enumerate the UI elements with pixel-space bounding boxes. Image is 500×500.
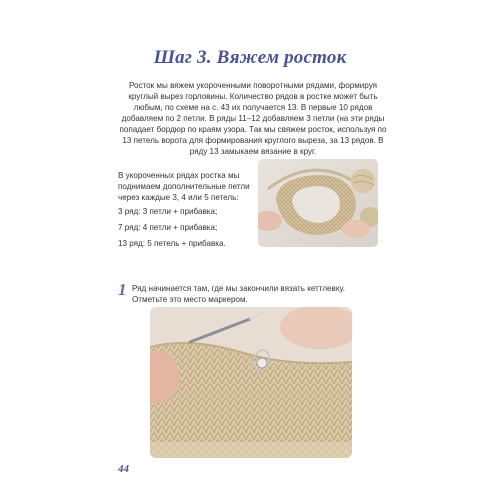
row-item: 13 ряд: 5 петель + прибавка.	[118, 238, 226, 248]
page-number: 44	[118, 463, 129, 475]
row-item: 7 ряд: 4 петли + прибавка;	[118, 223, 218, 233]
knitting-photo-neckline	[258, 159, 378, 247]
short-rows-text	[118, 171, 253, 255]
step-number: 1	[118, 280, 127, 299]
knitting-photo-marker	[150, 307, 352, 458]
step-text: Ряд начинается там, где мы закончили вязать кеттлевку. Отметьте это место маркером.	[132, 284, 345, 304]
short-rows-paragraph: В укороченных рядах ростка мы поднимаем дополнительные петли через каждые 3, 4 или 5 петель:	[118, 171, 250, 202]
row-item: 3 ряд: 3 петли + прибавка;	[118, 207, 218, 217]
page-title: Шаг 3. Вяжем росток	[153, 47, 347, 68]
intro-paragraph: Росток мы вяжем укороченными поворотными рядами, формируя круглый вырез горловины. Количество рядов в ростке может быть любым, по схеме на с. 43 их получается 13. В первые 10 рядов добавляем по 2 петли. В ряды 11–12 добавляем 3 петли (на эти ряды попадает бордюр по краям узора. Так мы свяжем росток, используя по 13 петель ворота для формирования круглого выреза, за 13 рядов. В ряду 13 замыкаем вязание в круг.	[119, 81, 387, 156]
